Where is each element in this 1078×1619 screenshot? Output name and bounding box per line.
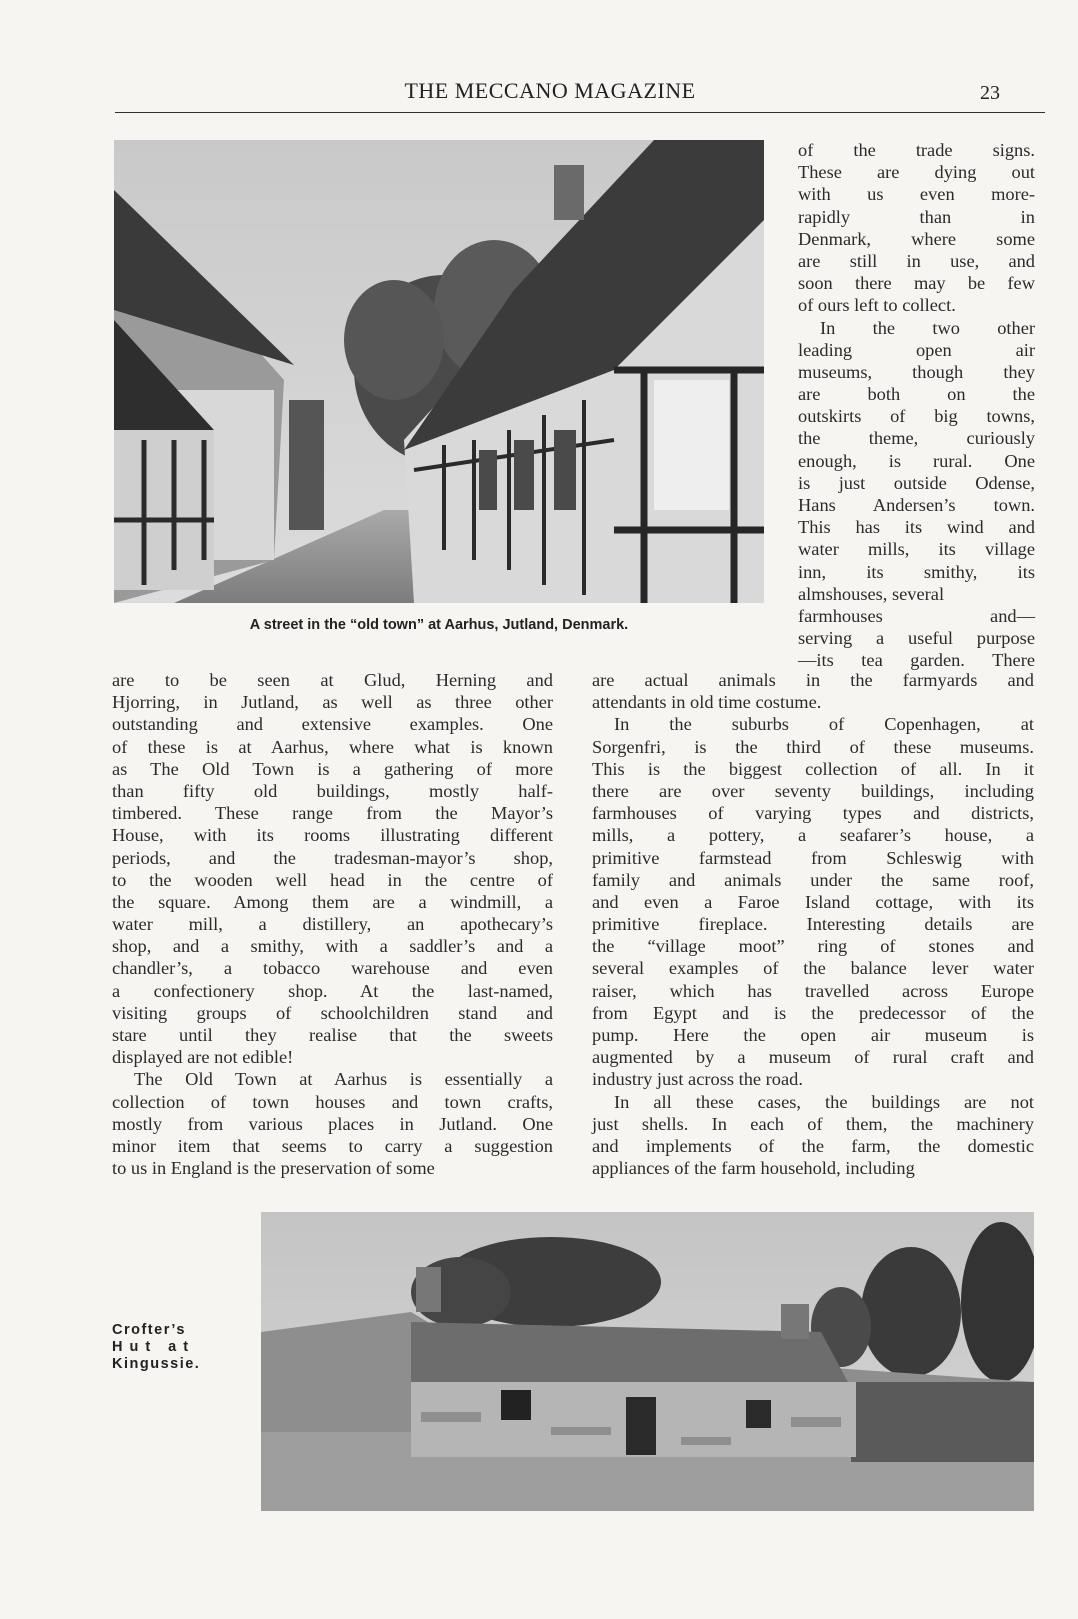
text-line: serving a useful purpose <box>798 628 1035 649</box>
text-line: with us even more- <box>798 184 1035 205</box>
text-line: In the suburbs of Copenhagen, at <box>614 714 1034 735</box>
top-photo-caption: A street in the “old town” at Aarhus, Jutland, Denmark. <box>249 617 629 633</box>
text-line: from Egypt and is the predecessor of the <box>592 1002 1034 1023</box>
text-line: water mills, its village <box>798 539 1035 560</box>
text-line: attendants in old time costume. <box>592 692 822 713</box>
text-line: are both on the <box>798 384 1035 405</box>
text-line: to us in England is the preservation of some <box>112 1158 435 1179</box>
text-line: the “village moot” ring of stones and <box>592 936 1034 957</box>
text-line: Hans Andersen’s town. <box>798 495 1035 515</box>
article-column-left <box>112 669 553 1179</box>
article-column-right <box>592 669 1034 1179</box>
text-line: chandler’s, a tobacco warehouse and even <box>112 958 553 979</box>
page-number: 23 <box>980 82 1000 104</box>
text-line: collection of town houses and town crafts, <box>112 1091 553 1112</box>
text-line: than fifty old buildings, mostly half- <box>112 780 553 801</box>
text-line: augmented by a museum of rural craft and <box>592 1047 1034 1068</box>
text-line: there are over seventy buildings, including <box>592 780 1034 801</box>
text-line: Denmark, where some <box>798 228 1035 249</box>
text-line: outskirts of big towns, <box>798 406 1035 427</box>
text-line: industry just across the road. <box>592 1069 803 1090</box>
text-line: This has its wind and <box>798 517 1035 538</box>
text-line: water mill, a distillery, an apothecary’s <box>112 914 553 935</box>
text-line: rapidly than in <box>798 206 1035 227</box>
text-line: just shells. In each of them, the machinery <box>592 1113 1034 1134</box>
text-line: of ours left to collect. <box>798 295 956 316</box>
caption-line: Hut at <box>112 1339 196 1355</box>
text-line: The Old Town at Aarhus is essentially a <box>134 1069 553 1090</box>
text-line: of the trade signs. <box>798 140 1035 160</box>
text-line: raiser, which has travelled across Europe <box>592 980 1034 1001</box>
header-rule <box>115 112 1045 113</box>
text-line: almshouses, several <box>798 583 945 604</box>
text-line: primitive fireplace. Interesting details are <box>592 914 1034 935</box>
text-line: shop, and a smithy, with a saddler’s and a <box>112 936 553 957</box>
text-line: pump. Here the open air museum is <box>592 1025 1034 1045</box>
text-line: and implements of the farm, the domestic <box>592 1135 1034 1156</box>
text-line: Sorgenfri, is the third of these museums. <box>592 736 1034 757</box>
text-line: In the two other <box>820 317 1035 338</box>
text-line: as The Old Town is a gathering of more <box>112 758 553 779</box>
text-line: mills, a pottery, a seafarer’s house, a <box>592 825 1034 846</box>
text-line: museums, though they <box>798 361 1035 382</box>
text-line: inn, its smithy, its <box>798 561 1035 582</box>
text-line: are still in use, and <box>798 250 1035 271</box>
old-town-street-photo <box>114 140 764 603</box>
text-line: mostly from various places in Jutland. One <box>112 1113 553 1134</box>
text-line: farmhouses of varying types and districts, <box>592 803 1034 824</box>
text-line: This is the biggest collection of all. In it <box>592 758 1034 779</box>
text-line: In all these cases, the buildings are not <box>614 1091 1034 1112</box>
text-line: to the wooden well head in the centre of <box>112 869 553 890</box>
text-line: of these is at Aarhus, where what is known <box>112 736 553 757</box>
text-line: the theme, curiously <box>798 428 1035 449</box>
text-line: the square. Among them are a windmill, a <box>112 891 553 912</box>
text-line: farmhouses and— <box>798 605 1035 626</box>
text-line: Hjorring, in Jutland, as well as three other <box>112 692 553 713</box>
crofters-hut-photo <box>261 1212 1034 1511</box>
text-line: visiting groups of schoolchildren stand and <box>112 1002 553 1023</box>
text-line: several examples of the balance lever water <box>592 958 1034 979</box>
text-line: minor item that seems to carry a suggestion <box>112 1135 553 1156</box>
text-line: periods, and the tradesman-mayor’s shop, <box>112 847 553 868</box>
text-line: enough, is rural. One <box>798 450 1035 471</box>
text-line: are to be seen at Glud, Herning and <box>112 670 553 690</box>
text-line: primitive farmstead from Schleswig with <box>592 847 1034 868</box>
bottom-photo-caption <box>112 1322 232 1373</box>
text-line: leading open air <box>798 339 1035 360</box>
text-line: timbered. These range from the Mayor’s <box>112 803 553 824</box>
text-line: displayed are not edible! <box>112 1047 294 1068</box>
caption-line: Kingussie. <box>112 1356 201 1372</box>
text-line: stare until they realise that the sweets <box>112 1025 553 1045</box>
text-line: appliances of the farm household, including <box>592 1158 915 1179</box>
text-line: family and animals under the same roof, <box>592 869 1034 890</box>
text-line: —its tea garden. There <box>798 650 1035 671</box>
magazine-title: THE MECCANO MAGAZINE <box>404 78 696 103</box>
text-line: and even a Faroe Island cottage, with its <box>592 891 1034 912</box>
text-line: House, with its rooms illustrating different <box>112 825 553 846</box>
text-line: outstanding and extensive examples. One <box>112 714 553 735</box>
text-line: a confectionery shop. At the last-named, <box>112 980 553 1001</box>
text-line: is just outside Odense, <box>798 472 1035 493</box>
article-column-right-top <box>798 139 1035 672</box>
text-line: soon there may be few <box>798 273 1035 294</box>
text-line: are actual animals in the farmyards and <box>592 670 1034 690</box>
caption-line: Crofter’s <box>112 1322 186 1338</box>
text-line: These are dying out <box>798 162 1035 183</box>
